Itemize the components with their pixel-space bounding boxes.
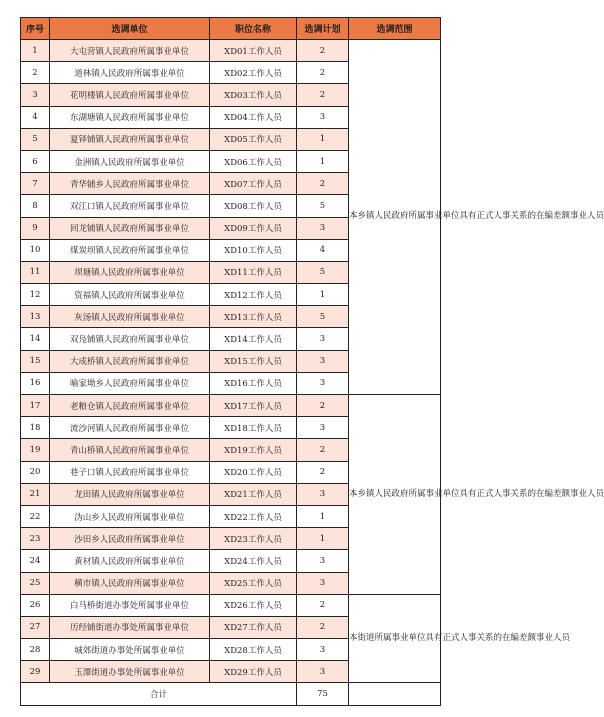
table-header [21,18,441,40]
row-index: 24 [21,550,50,572]
row-index: 9 [21,217,50,239]
row-unit: 白马桥街道办事处所属事业单位 [50,594,210,616]
row-plan: 2 [297,594,349,616]
row-position: XD22工作人员 [210,505,297,527]
row-plan: 1 [297,128,349,150]
scope-cell: 本乡镇人民政府所属事业单位具有正式人事关系的在编差额事业人员 [349,40,441,395]
row-index: 11 [21,261,50,283]
row-index: 20 [21,461,50,483]
row-position: XD25工作人员 [210,572,297,594]
row-index: 25 [21,572,50,594]
row-position: XD23工作人员 [210,528,297,550]
row-unit: 夏铎铺镇人民政府所属事业单位 [50,128,210,150]
header-unit: 选调单位 [50,18,210,40]
row-plan: 2 [297,84,349,106]
row-plan: 3 [297,550,349,572]
row-unit: 老粮仓镇人民政府所属事业单位 [50,395,210,417]
row-position: XD06工作人员 [210,150,297,172]
row-unit: 流沙河镇人民政府所属事业单位 [50,417,210,439]
row-plan: 3 [297,217,349,239]
row-plan: 3 [297,661,349,683]
row-position: XD17工作人员 [210,395,297,417]
row-index: 5 [21,128,50,150]
row-index: 18 [21,417,50,439]
table-body [21,40,604,706]
row-unit: 龙田镇人民政府所属事业单位 [50,483,210,505]
row-plan: 2 [297,461,349,483]
row-position: XD27工作人员 [210,616,297,638]
total-row [21,683,441,706]
row-position: XD20工作人员 [210,461,297,483]
row-plan: 5 [297,195,349,217]
row-unit: 黄材镇人民政府所属事业单位 [50,550,210,572]
row-unit: 资福镇人民政府所属事业单位 [50,284,210,306]
scope-cell: 本街道所属事业单位具有正式人事关系的在编差额事业人员 [349,594,441,683]
total-empty [349,683,441,706]
row-unit: 回龙铺镇人民政府所属事业单位 [50,217,210,239]
row-index: 23 [21,528,50,550]
row-index: 10 [21,239,50,261]
row-position: XD01工作人员 [210,40,297,62]
row-index: 28 [21,639,50,661]
row-position: XD18工作人员 [210,417,297,439]
row-unit: 灰汤镇人民政府所属事业单位 [50,306,210,328]
row-plan: 3 [297,350,349,372]
row-index: 8 [21,195,50,217]
row-plan: 5 [297,306,349,328]
row-plan: 3 [297,372,349,394]
row-unit: 双江口镇人民政府所属事业单位 [50,195,210,217]
row-unit: 玉潭街道办事处所属事业单位 [50,661,210,683]
row-position: XD10工作人员 [210,239,297,261]
row-plan: 1 [297,528,349,550]
row-plan: 2 [297,439,349,461]
row-unit: 煤炭坝镇人民政府所属事业单位 [50,239,210,261]
total-label: 合计 [21,683,297,706]
row-index: 21 [21,483,50,505]
row-plan: 3 [297,106,349,128]
row-plan: 3 [297,417,349,439]
row-unit: 历经铺街道办事处所属事业单位 [50,616,210,638]
row-plan: 5 [297,261,349,283]
row-index: 12 [21,284,50,306]
row-position: XD02工作人员 [210,62,297,84]
row-position: XD21工作人员 [210,483,297,505]
row-plan: 3 [297,483,349,505]
header-index: 序号 [21,18,50,40]
row-index: 1 [21,40,50,62]
row-position: XD08工作人员 [210,195,297,217]
row-position: XD07工作人员 [210,173,297,195]
row-unit: 大成桥镇人民政府所属事业单位 [50,350,210,372]
row-unit: 道林镇人民政府所属事业单位 [50,62,210,84]
row-position: XD12工作人员 [210,284,297,306]
row-index: 14 [21,328,50,350]
row-unit: 沙田乡人民政府所属事业单位 [50,528,210,550]
table-row [21,395,441,417]
row-index: 22 [21,505,50,527]
row-position: XD15工作人员 [210,350,297,372]
row-position: XD04工作人员 [210,106,297,128]
row-position: XD19工作人员 [210,439,297,461]
row-index: 15 [21,350,50,372]
row-index: 17 [21,395,50,417]
row-position: XD28工作人员 [210,639,297,661]
row-index: 27 [21,616,50,638]
header-position: 职位名称 [210,18,297,40]
table-row [21,40,441,62]
table-row [21,594,441,616]
row-plan: 1 [297,284,349,306]
row-unit: 大屯营镇人民政府所属事业单位 [50,40,210,62]
row-index: 19 [21,439,50,461]
row-unit: 青华铺乡人民政府所属事业单位 [50,173,210,195]
row-unit: 巷子口镇人民政府所属事业单位 [50,461,210,483]
row-plan: 4 [297,239,349,261]
row-index: 29 [21,661,50,683]
row-plan: 1 [297,150,349,172]
row-plan: 2 [297,173,349,195]
row-position: XD26工作人员 [210,594,297,616]
row-unit: 城郊街道办事处所属事业单位 [50,639,210,661]
recruitment-table [20,17,604,706]
row-index: 16 [21,372,50,394]
row-index: 26 [21,594,50,616]
row-plan: 3 [297,639,349,661]
row-plan: 2 [297,62,349,84]
row-position: XD16工作人员 [210,372,297,394]
row-index: 7 [21,173,50,195]
row-position: XD09工作人员 [210,217,297,239]
row-position: XD24工作人员 [210,550,297,572]
row-index: 4 [21,106,50,128]
row-position: XD03工作人员 [210,84,297,106]
header-scope: 选调范围 [349,18,441,40]
row-position: XD11工作人员 [210,261,297,283]
row-index: 6 [21,150,50,172]
row-unit: 沩山乡人民政府所属事业单位 [50,505,210,527]
row-position: XD05工作人员 [210,128,297,150]
row-index: 2 [21,62,50,84]
total-value: 75 [297,683,349,706]
scope-cell: 本乡镇人民政府所属事业单位具有正式人事关系的在编差额事业人员 [349,395,441,595]
row-plan: 2 [297,395,349,417]
row-unit: 双凫铺镇人民政府所属事业单位 [50,328,210,350]
row-index: 13 [21,306,50,328]
row-unit: 坝塘镇人民政府所属事业单位 [50,261,210,283]
row-unit: 花明楼镇人民政府所属事业单位 [50,84,210,106]
row-unit: 青山桥镇人民政府所属事业单位 [50,439,210,461]
row-plan: 3 [297,328,349,350]
row-plan: 1 [297,505,349,527]
row-unit: 东湖塘镇人民政府所属事业单位 [50,106,210,128]
row-position: XD13工作人员 [210,306,297,328]
row-plan: 2 [297,40,349,62]
row-plan: 2 [297,616,349,638]
row-unit: 横市镇人民政府所属事业单位 [50,572,210,594]
row-unit: 喻家坳乡人民政府所属事业单位 [50,372,210,394]
row-position: XD29工作人员 [210,661,297,683]
header-plan: 选调计划 [297,18,349,40]
row-index: 3 [21,84,50,106]
row-plan: 3 [297,572,349,594]
row-position: XD14工作人员 [210,328,297,350]
row-unit: 金洲镇人民政府所属事业单位 [50,150,210,172]
